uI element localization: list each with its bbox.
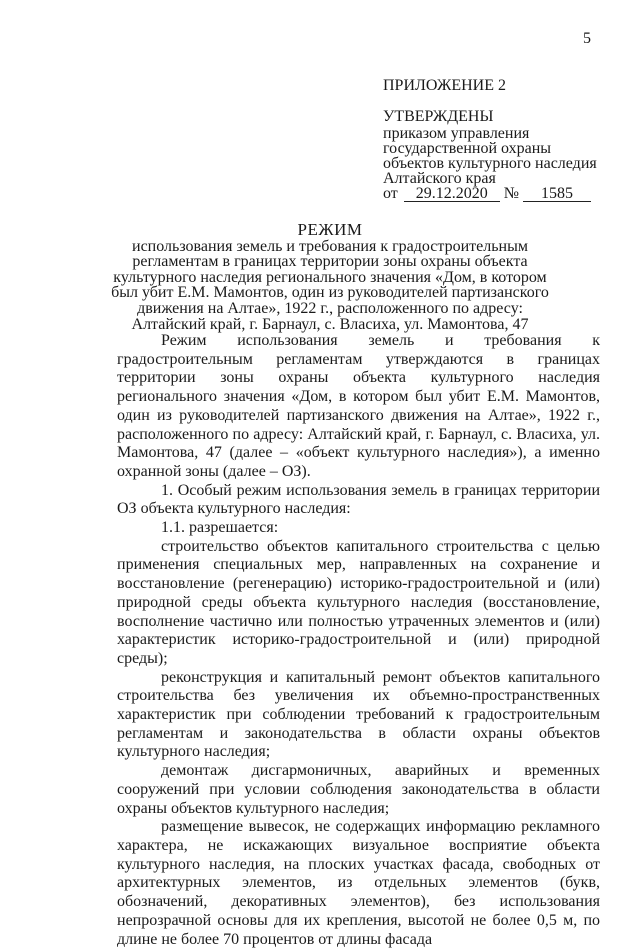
order-number: 1585 [523,187,591,202]
title-line: Алтайский край, г. Барнаул, с. Власиха, ул. Мамонтова, 47 [131,315,529,333]
title-line: использования земель и требования к градостроительным [132,237,528,255]
number-sign: № [503,185,520,202]
document-body [117,332,600,949]
section-paragraph: 1. Особый режим использования земель в границах территории ОЗ объекта культурного наследия: [117,481,600,518]
list-item-paragraph: размещение вывесок, не содержащих информацию рекламного характера, не искажающих визуальное восприятие объекта культурного наследия, на плоских участках фасада, свободных от архитектурных элементов, из отдельных элементов (букв, обозначений, декоративных элементов), без использования непрозрачной основы для их крепления, высотой не более 0,5 м, по длине не более 70 процентов от длины фасада [117,818,600,948]
page-number: 5 [583,30,591,47]
order-date: 29.12.2020 [404,187,500,202]
title-line: движения на Алтае», 1922 г., расположенного по адресу: [137,299,523,317]
title-heading: РЕЖИМ [297,220,363,239]
title-line: культурного наследия регионального значения «Дом, в котором [113,268,547,286]
document-title [100,222,560,332]
approval-line: объектов культурного наследия [383,155,597,172]
approval-heading: УТВЕРЖДЕНЫ [383,108,494,125]
list-item-paragraph: строительство объектов капитального строительства с целью применения специальных мер, направленных на сохранение и восстановление (регенерацию) историко-градостроительной и (или) природной среды объекта культурного наследия (восстановление, восполнение частично или полностью утраченных элементов и (или) характеристик историко-градостроительной и (или) природной среды); [117,537,600,667]
title-line: был убит Е.М. Мамонтов, один из руководителей партизанского [111,284,549,302]
subsection-paragraph: 1.1. разрешается: [161,519,279,537]
appendix-label: ПРИЛОЖЕНИЕ 2 [383,77,507,94]
list-item-paragraph: демонтаж дисгармоничных, аварийных и временных сооружений при условии соблюдения законодательства в области охраны объектов культурного наследия; [117,762,600,817]
approval-line: приказом управления [383,125,530,142]
date-prefix: от [383,185,398,202]
approval-block [383,109,623,202]
list-item-paragraph: реконструкция и капитальный ремонт объектов капитального строительства без увеличения их объемно-пространственных характеристик при соблюдении требований к градостроительным регламентам и законодательства в области охраны объектов культурного наследия; [117,668,600,761]
approval-line: Алтайского края [383,170,496,187]
title-line: регламентам в границах территории зоны охраны объекта [132,253,528,271]
order-date-number [383,186,623,202]
intro-paragraph: Режим использования земель и требования к градостроительным регламентам утверждаются в границах территории зоны охраны объекта культурного наследия регионального значения «Дом, в котором был убит Е.М. Мамонтов, один из руководителей партизанского движения на Алтае», 1922 г., расположенного по адресу: Алтайский край, г. Барнаул, с. Власиха, ул. Мамонтова, 47 (далее – «объект культурного наследия»), а именно охранной зоны (далее – ОЗ). [117,332,600,480]
approval-line: государственной охраны [383,140,552,157]
